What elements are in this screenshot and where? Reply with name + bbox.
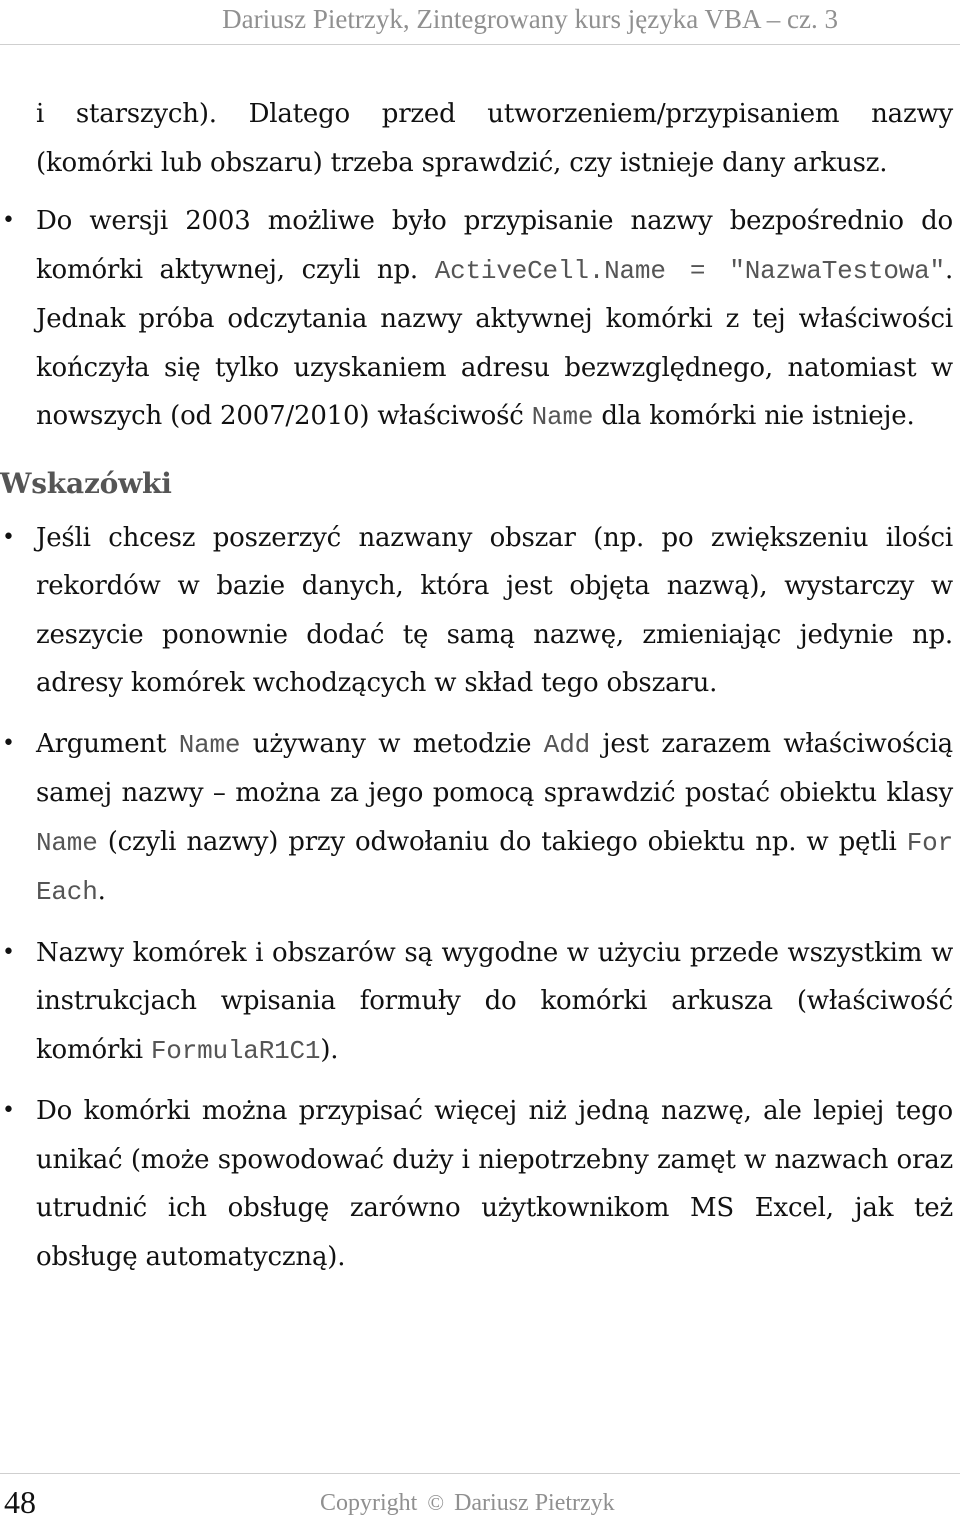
item-text: dla komórki nie istnieje. — [593, 401, 915, 431]
item-text: Do komórki można przypisać więcej niż jedną nazwę, ale lepiej tego unikać (może spowodować duży i niepotrzebny zamęt w nazwach oraz utrudnić ich obsługę zarówno użytkownikom MS Excel, jak też obsługę automatyczną). — [36, 1096, 953, 1272]
copyright-label: Copyright — [320, 1490, 418, 1516]
bullet-icon: • — [2, 939, 15, 965]
item-text: . — [97, 876, 106, 906]
list-item — [0, 514, 953, 708]
bullet-icon: • — [2, 524, 15, 550]
list-item — [0, 1087, 953, 1281]
code-snippet: Name — [178, 729, 241, 760]
item-text: . Jednak próba odczytania nazwy aktywnej komórki z tej właściwości kończyła się tylko uzyskaniem adresu bezwzględnego, natomiast w nowszych (od 2007/2010) właściwość — [36, 254, 954, 431]
code-snippet: ActiveCell.Name = "NazwaTestowa" — [434, 255, 945, 286]
code-snippet: For Each — [36, 827, 953, 907]
item-text: Jeśli chcesz poszerzyć nazwany obszar (np. po zwiększeniu ilości rekordów w bazie danych, która jest objęta nazwą), wystarczy w zeszycie ponownie dodać tę samą nazwę, zmieniając jedynie np. adresy komórek wchodzących w skład tego obszaru. — [36, 522, 953, 698]
list-item — [0, 929, 953, 1076]
footer-copyright — [320, 1490, 615, 1517]
code-snippet: Name — [36, 827, 98, 858]
section-heading: Wskazówki — [0, 466, 172, 500]
page-content — [0, 90, 953, 1293]
item-text: Argument — [36, 728, 179, 759]
item-text: Do wersji 2003 możliwe było przypisanie nazwy bezpośrednio do komórki aktywnej, czyli np. — [36, 206, 953, 285]
item-text: używany w metodzie — [240, 728, 544, 759]
copyright-author: Dariusz Pietrzyk — [454, 1490, 615, 1516]
bullet-icon: • — [2, 730, 15, 756]
item-text: Nazwy komórek i obszarów są wygodne w użyciu przede wszystkim w instrukcjach wpisania formuły do komórki arkusza (właściwość komórki — [36, 937, 953, 1065]
page-number: 48 — [4, 1484, 36, 1520]
code-snippet: Add — [543, 729, 591, 760]
header-rule — [0, 44, 960, 45]
copyright-icon: © — [427, 1490, 445, 1515]
item-text: (czyli nazwy) przy odwołaniu do takiego obiektu np. w pętli — [97, 826, 907, 857]
list-item — [0, 197, 953, 442]
item-text: jest zarazem właściwością samej nazwy – można za jego pomocą sprawdzić postać obiektu klasy — [36, 728, 953, 808]
code-snippet: FormulaR1C1 — [150, 1035, 321, 1066]
running-header: Dariusz Pietrzyk, Zintegrowany kurs języka VBA – cz. 3 — [222, 4, 838, 34]
bullet-icon: • — [2, 208, 15, 233]
footer-rule — [0, 1473, 960, 1474]
continuation-paragraph: i starszych). Dlatego przed utworzeniem/przypisaniem nazwy (komórki lub obszaru) trzeba sprawdzić, czy istnieje dany arkusz. — [36, 99, 953, 178]
code-snippet: Name — [531, 402, 594, 432]
bullet-icon: • — [2, 1098, 15, 1123]
item-text: ). — [320, 1034, 339, 1065]
list-item — [0, 720, 953, 917]
